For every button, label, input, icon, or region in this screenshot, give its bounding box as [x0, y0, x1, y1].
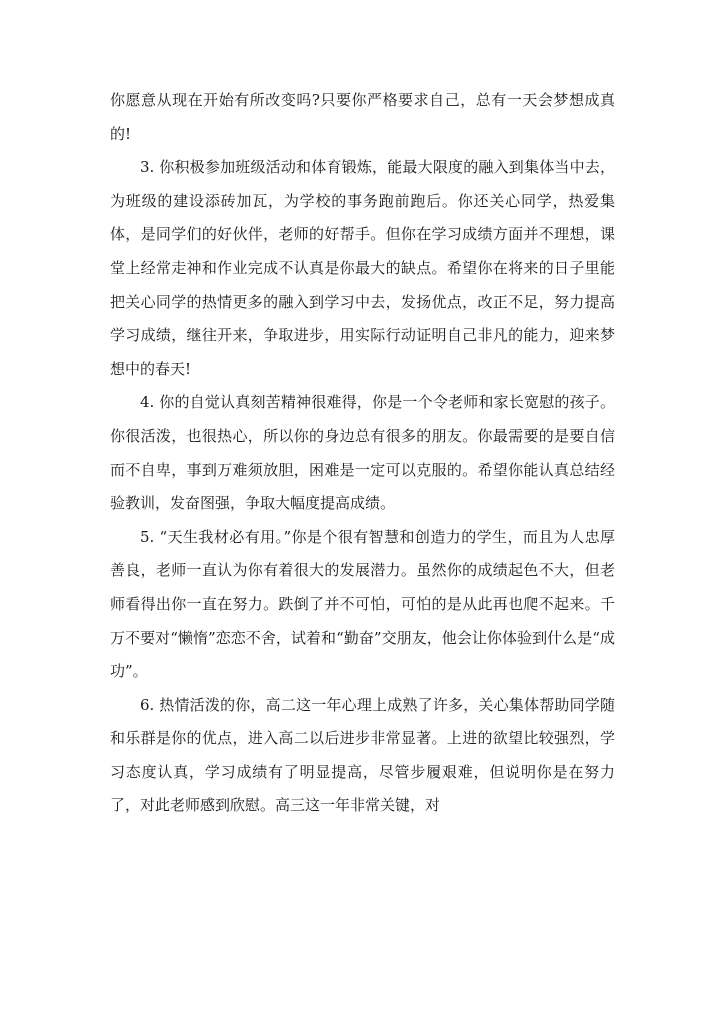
document-page	[110, 84, 615, 823]
comment-paragraph-3: 3. 你积极参加班级活动和体育锻炼，能最大限度的融入到集体当中去，为班级的建设添砖加瓦，为学校的事务跑前跑后。你还关心同学，热爱集体，是同学们的好伙伴，老师的好帮手。但你在学习成绩方面并不理想，课堂上经常走神和作业完成不认真是你最大的缺点。希望你在将来的日子里能把关心同学的热情更多的融入到学习中去，发扬优点，改正不足，努力提高学习成绩，继往开来，争取进步，用实际行动证明自己非凡的能力，迎来梦想中的春天!	[110, 158, 615, 378]
paragraph-continuation: 你愿意从现在开始有所改变吗?只要你严格要求自己，总有一天会梦想成真的!	[110, 91, 615, 143]
comment-paragraph-6: 6. 热情活泼的你，高二这一年心理上成熟了许多，关心集体帮助同学随和乐群是你的优点，进入高二以后进步非常显著。上进的欲望比较强烈，学习态度认真，学习成绩有了明显提高，尽管步履艰难，但说明你是在努力了，对此老师感到欣慰。高三这一年非常关键，对	[110, 695, 615, 815]
comment-paragraph-4: 4. 你的自觉认真刻苦精神很难得，你是一个令老师和家长宽慰的孩子。你很活泼，也很热心，所以你的身边总有很多的朋友。你最需要的是要自信而不自卑，事到万难须放胆，困难是一定可以克服的。希望你能认真总结经验教训，发奋图强，争取大幅度提高成绩。	[110, 393, 615, 513]
comment-paragraph-5: 5. “天生我材必有用。”你是个很有智慧和创造力的学生，而且为人忠厚善良，老师一直认为你有着很大的发展潜力。虽然你的成绩起色不大，但老师看得出你一直在努力。跌倒了并不可怕，可怕的是从此再也爬不起来。千万不要对“懒惰”恋恋不舍，试着和“勤奋”交朋友，他会让你体验到什么是“成功”。	[110, 527, 615, 681]
